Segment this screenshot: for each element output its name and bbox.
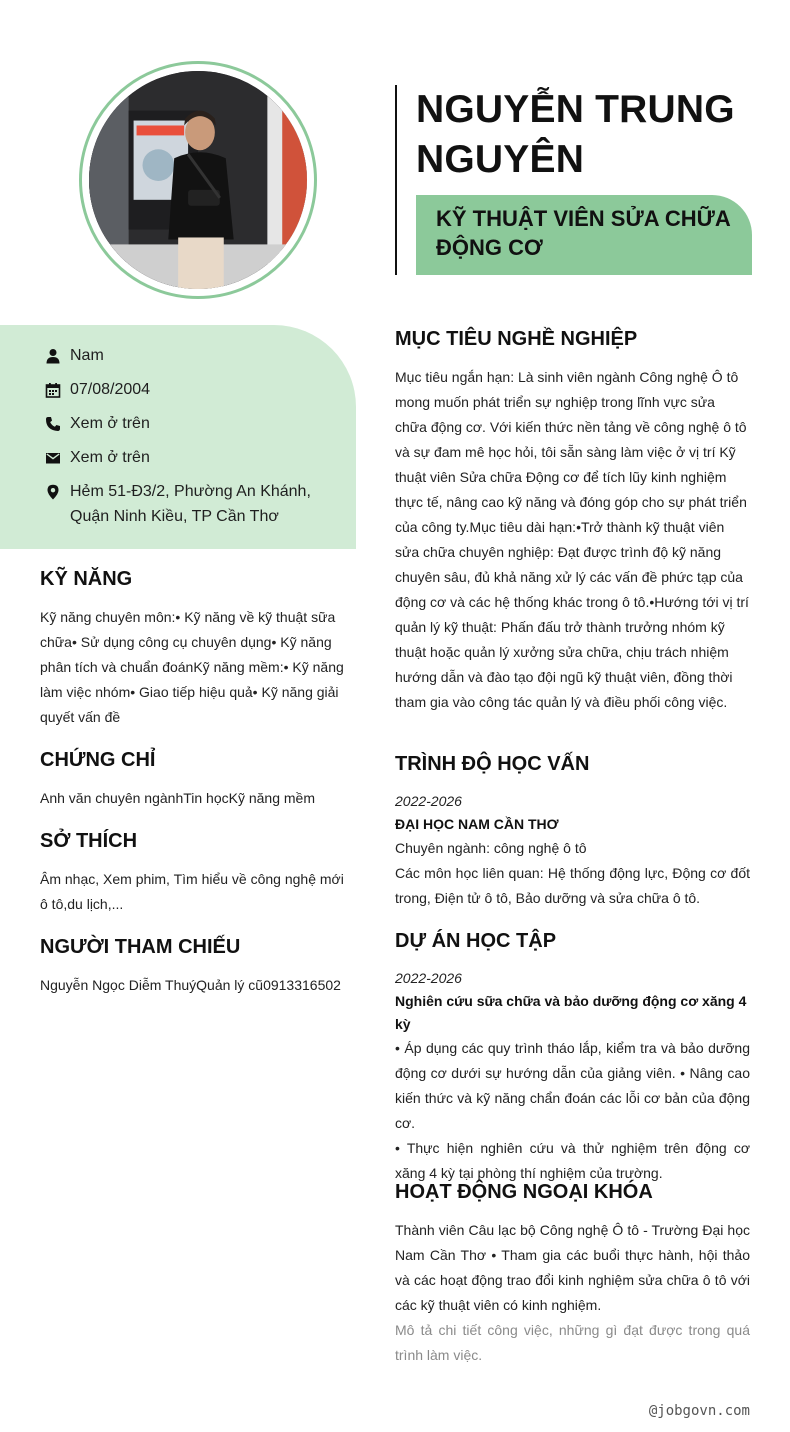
job-title: KỸ THUẬT VIÊN SỬA CHỮA ĐỘNG CƠ — [436, 206, 730, 260]
skills-title: KỸ NĂNG — [40, 568, 133, 590]
left-column — [40, 565, 350, 1014]
certificates-text: Anh văn chuyên ngànhTin họcKỹ năng mềm — [40, 790, 315, 806]
education-period: 2022-2026 — [395, 793, 462, 809]
education-major: Chuyên ngành: công nghệ ô tô — [395, 840, 587, 856]
contact-gender — [44, 343, 356, 368]
objective-title: MỤC TIÊU NGHỀ NGHIỆP — [395, 328, 638, 350]
footer-watermark: @jobgovn.com — [648, 1403, 750, 1419]
objective-section — [395, 325, 750, 715]
skills-section — [40, 565, 350, 730]
location-pin-icon — [44, 479, 62, 504]
references-section — [40, 933, 350, 998]
person-icon — [44, 343, 62, 368]
projects-title: DỰ ÁN HỌC TẬP — [395, 930, 557, 952]
hobbies-text: Âm nhạc, Xem phim, Tìm hiểu về công nghệ mới ô tô,du lịch,... — [40, 871, 344, 912]
email-value: Xem ở trên — [70, 449, 150, 466]
activities-text: Thành viên Câu lạc bộ Công nghệ Ô tô - Trường Đại học Nam Cần Thơ • Tham gia các buổi thực hành, hội thảo và các hoạt động trao đổi kinh nghiệm sửa chữa ô tô với các kỹ thuật viên có kinh nghiệm. — [395, 1222, 750, 1313]
name-header — [395, 85, 755, 275]
job-title-badge — [416, 195, 752, 275]
project-description-1: • Áp dụng các quy trình tháo lắp, kiểm tra và bảo dưỡng động cơ dưới sự hướng dẫn của giảng viên. • Nâng cao kiến thức và kỹ năng chẩn đoán các lỗi cơ bản của động cơ. — [395, 1040, 750, 1131]
project-name: Nghiên cứu sữa chữa và bảo dưỡng động cơ xăng 4 kỳ — [395, 993, 747, 1032]
objective-text: Mục tiêu ngắn hạn: Là sinh viên ngành Công nghệ Ô tô mong muốn phát triển sự nghiệp trong lĩnh vực sửa chữa động cơ. Với kiến thức nền tảng về công nghệ ô tô và sự đam mê học hỏi, tôi sẵn sàng làm việc ở vị trí Kỹ thuật viên Sửa chữa Động cơ để tích lũy kinh nghiệm thực tế, nâng cao kỹ năng và đóng góp cho sự phát triển của công ty.Mục tiêu dài hạn:•Trở thành kỹ thuật viên sửa chữa chuyên nghiệp: Đạt được trình độ kỹ năng chuyên sâu, đủ khả năng xử lý các vấn đề phức tạp của động cơ và các hệ thống khác trong ô tô.•Hướng tới vị trí quản lý kỹ thuật: Phấn đấu trở thành trưởng nhóm kỹ thuật hoặc quản lý xưởng sửa chữa, chịu trách nhiệm hướng dẫn và đào tạo đội ngũ kỹ thuật viên, đồng thời tham gia vào công tác quản lý và điều phối công việc. — [395, 369, 749, 710]
avatar — [89, 71, 307, 289]
calendar-icon — [44, 377, 62, 402]
gender-value: Nam — [70, 347, 104, 364]
phone-icon — [44, 411, 62, 436]
certificates-section — [40, 746, 350, 811]
mail-icon — [44, 445, 62, 470]
certificates-title: CHỨNG CHỈ — [40, 749, 156, 771]
references-text: Nguyễn Ngọc Diễm ThuýQuản lý cũ0913316502 — [40, 977, 341, 993]
activities-placeholder: Mô tả chi tiết công việc, những gì đạt được trong quá trình làm việc. — [395, 1322, 750, 1363]
contact-panel — [0, 325, 356, 549]
contact-birthdate — [44, 377, 356, 402]
education-title: TRÌNH ĐỘ HỌC VẤN — [395, 753, 590, 775]
references-title: NGƯỜI THAM CHIẾU — [40, 936, 241, 958]
phone-value: Xem ở trên — [70, 415, 150, 432]
avatar-frame — [79, 61, 317, 299]
contact-phone — [44, 411, 356, 436]
contact-address — [44, 479, 356, 529]
full-name: NGUYỄN TRUNG NGUYÊN — [416, 88, 735, 181]
education-section — [395, 750, 750, 911]
skills-text: Kỹ năng chuyên môn:• Kỹ năng về kỹ thuật sữa chữa• Sử dụng công cụ chuyên dụng• Kỹ năng phân tích và chuẩn đoánKỹ năng mềm:• Kỹ năng làm việc nhóm• Giao tiếp hiệu quả• Kỹ năng giải quyết vấn đề — [40, 609, 344, 725]
contact-email — [44, 445, 356, 470]
address-value: Hẻm 51-Đ3/2, Phường An Khánh, Quận Ninh Kiều, TP Cần Thơ — [70, 483, 311, 525]
projects-section — [395, 927, 750, 1186]
hobbies-title: SỞ THÍCH — [40, 830, 138, 852]
profile-photo — [89, 71, 307, 289]
hobbies-section — [40, 827, 350, 917]
project-description-2: • Thực hiện nghiên cứu và thử nghiệm trên động cơ xăng 4 kỳ tại phòng thí nghiệm của trường. — [395, 1140, 750, 1181]
education-school: ĐẠI HỌC NAM CẦN THƠ — [395, 816, 559, 832]
birthdate-value: 07/08/2004 — [70, 381, 151, 398]
education-courses: Các môn học liên quan: Hệ thống động lực, Động cơ đốt trong, Điện tử ô tô, Bảo dưỡng và sửa chữa ô tô. — [395, 865, 750, 906]
activities-section — [395, 1178, 750, 1368]
project-period: 2022-2026 — [395, 970, 462, 986]
activities-title: HOẠT ĐỘNG NGOẠI KHÓA — [395, 1181, 653, 1203]
